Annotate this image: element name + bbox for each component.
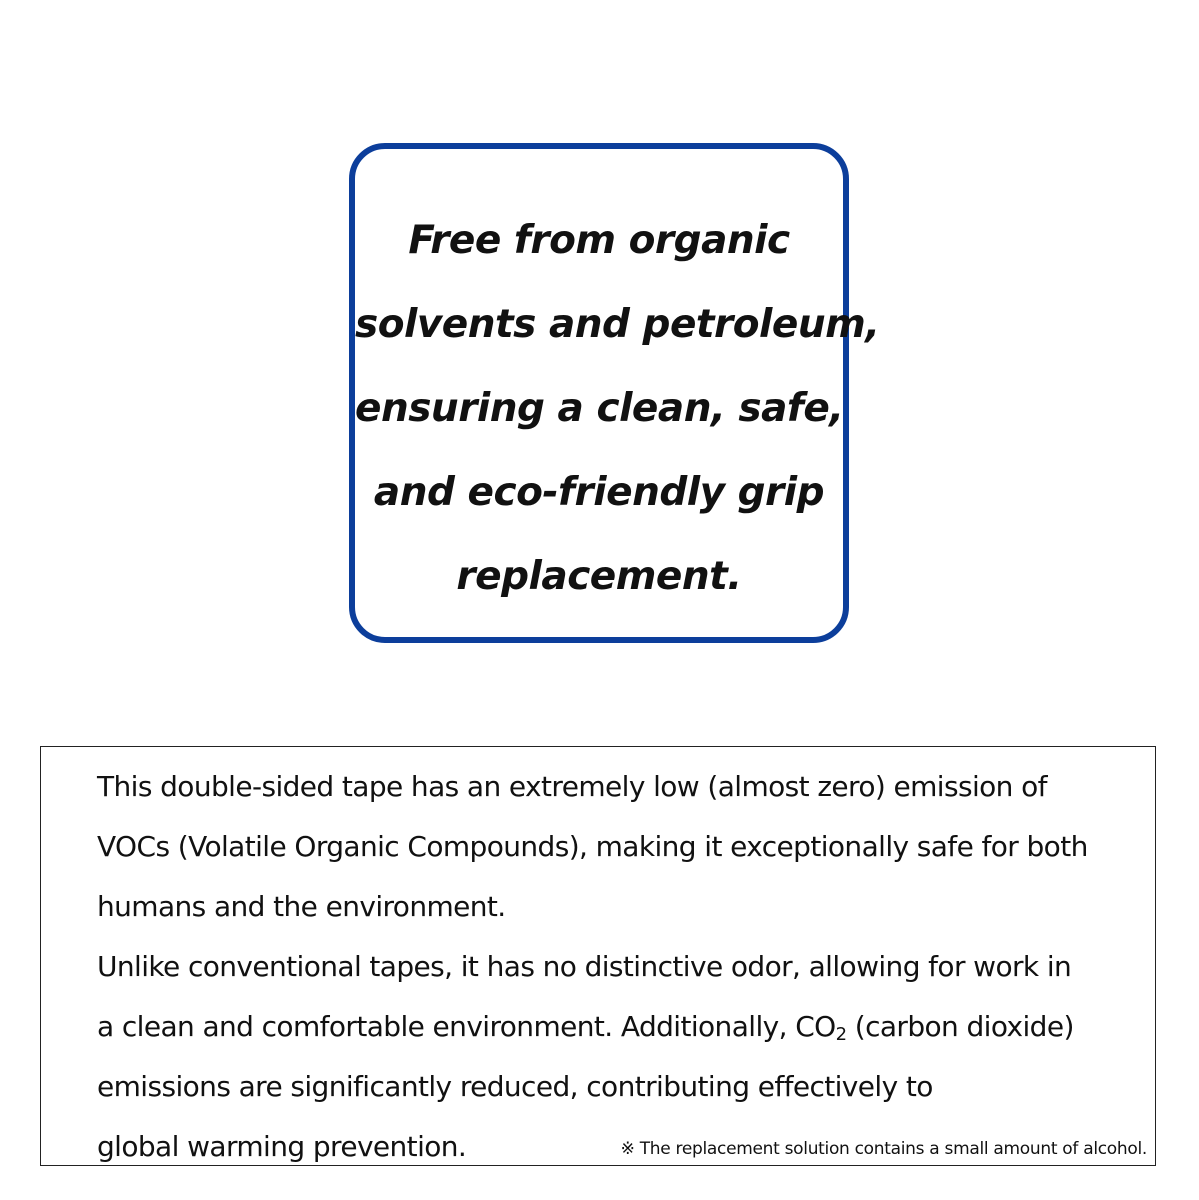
callout-line: replacement. bbox=[456, 554, 742, 599]
co2-subscript: 2 bbox=[835, 1024, 847, 1045]
description-line: Unlike conventional tapes, it has no distinctive odor, allowing for work in bbox=[97, 950, 1072, 983]
description-line: VOCs (Volatile Organic Compounds), making it exceptionally safe for both bbox=[97, 830, 1088, 863]
callout-line: and eco-friendly grip bbox=[373, 470, 825, 515]
description-line-co2-after: (carbon dioxide) bbox=[846, 1010, 1074, 1043]
description-line: humans and the environment. bbox=[97, 890, 506, 923]
description-line: global warming prevention. bbox=[97, 1130, 467, 1163]
alcohol-footnote: ※ The replacement solution contains a small amount of alcohol. bbox=[620, 1139, 1147, 1159]
callout-line: ensuring a clean, safe, bbox=[355, 386, 844, 431]
description-line-co2-before: a clean and comfortable environment. Additionally, CO bbox=[97, 1010, 836, 1043]
feature-callout-box bbox=[349, 143, 880, 643]
description-line: This double-sided tape has an extremely low (almost zero) emission of bbox=[97, 770, 1047, 803]
description-box bbox=[40, 746, 1156, 1166]
description-text bbox=[97, 757, 1137, 1177]
callout-line: Free from organic bbox=[408, 218, 790, 263]
callout-line: solvents and petroleum, bbox=[355, 302, 880, 347]
callout-text bbox=[355, 199, 880, 619]
description-line-co2 bbox=[97, 997, 1137, 1057]
description-line: emissions are significantly reduced, contributing effectively to bbox=[97, 1070, 933, 1103]
